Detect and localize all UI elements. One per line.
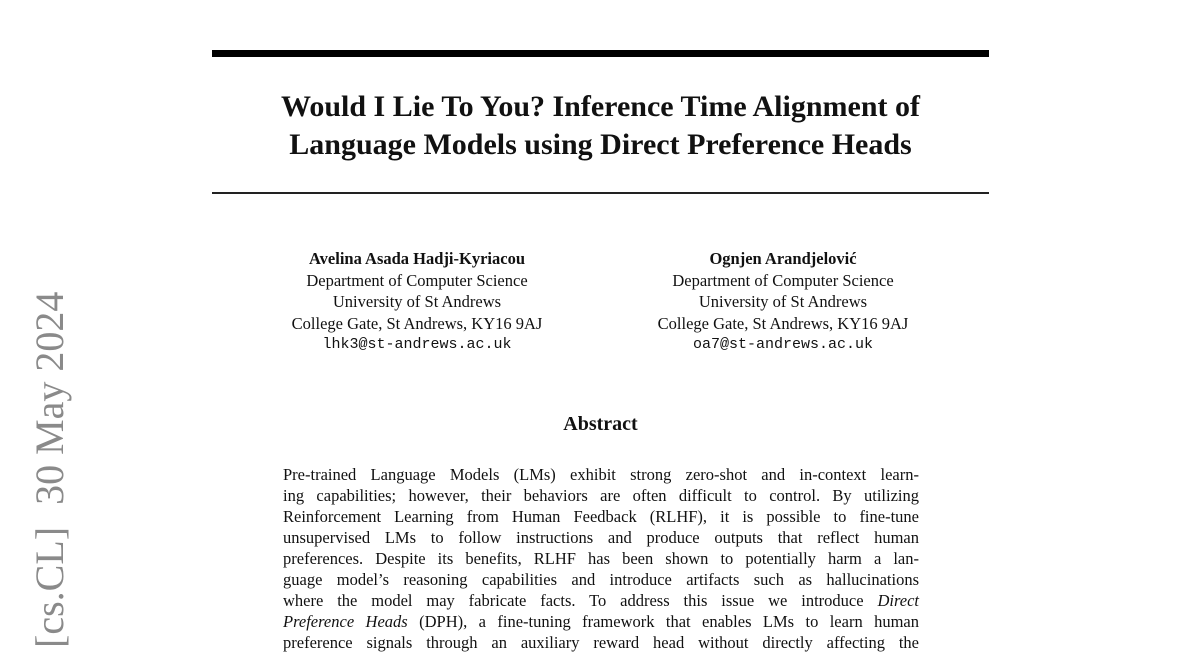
author-university: University of St Andrews xyxy=(698,292,868,311)
abstract-emphasis: Direct xyxy=(877,591,920,610)
abstract-line-text: where the model may fabricate facts. To address this issue we introduce xyxy=(283,591,864,610)
author-department: Department of Computer Science xyxy=(306,270,528,290)
abstract-line xyxy=(283,590,919,611)
title-line-1: Would I Lie To You? Inference Time Alignment of xyxy=(281,90,920,123)
abstract-line: Reinforcement Learning from Human Feedback (RLHF), it is possible to fine-tune xyxy=(283,507,919,526)
author-address: College Gate, St Andrews, KY16 9AJ xyxy=(291,313,543,333)
abstract-line: ing capabilities; however, their behaviors are often difficult to control. By utilizing xyxy=(283,486,919,505)
author-block xyxy=(212,248,989,358)
abstract-text xyxy=(283,464,919,653)
author-2 xyxy=(618,248,948,356)
author-university: University of St Andrews xyxy=(332,292,502,311)
abstract-line: preference signals through an auxiliary reward head without directly affecting the xyxy=(283,633,919,652)
title-bottom-rule xyxy=(212,192,989,194)
abstract-line: preferences. Despite its benefits, RLHF has been shown to potentially harm a lan- xyxy=(283,549,919,568)
title-line-2: Language Models using Direct Preference Heads xyxy=(289,128,912,161)
title-top-rule xyxy=(212,50,989,57)
author-address: College Gate, St Andrews, KY16 9AJ xyxy=(657,313,909,333)
author-email: lhk3@st-andrews.ac.uk xyxy=(322,336,512,353)
abstract-heading: Abstract xyxy=(563,413,638,435)
abstract-line: Pre-trained Language Models (LMs) exhibit strong zero-shot and in-context learn- xyxy=(283,465,919,484)
abstract-line: unsupervised LMs to follow instructions and produce outputs that reflect human xyxy=(283,528,919,547)
paper-title xyxy=(212,88,989,164)
abstract-emphasis: Preference Heads xyxy=(283,612,408,631)
author-name: Avelina Asada Hadji-Kyriacou xyxy=(308,249,526,268)
arxiv-date: 30 May 2024 xyxy=(27,291,72,505)
arxiv-side-stamp xyxy=(28,292,72,648)
author-department: Department of Computer Science xyxy=(672,270,894,290)
abstract-line: guage model’s reasoning capabilities and introduce artifacts such as hallucinations xyxy=(283,570,919,589)
arxiv-category: [cs.CL] xyxy=(27,526,72,648)
author-email: oa7@st-andrews.ac.uk xyxy=(692,336,874,353)
abstract-line xyxy=(283,611,919,632)
author-1 xyxy=(252,248,582,356)
abstract-line-text: (DPH), a fine-tuning framework that enables LMs to learn human xyxy=(419,612,920,631)
author-name: Ognjen Arandjelović xyxy=(709,249,857,268)
